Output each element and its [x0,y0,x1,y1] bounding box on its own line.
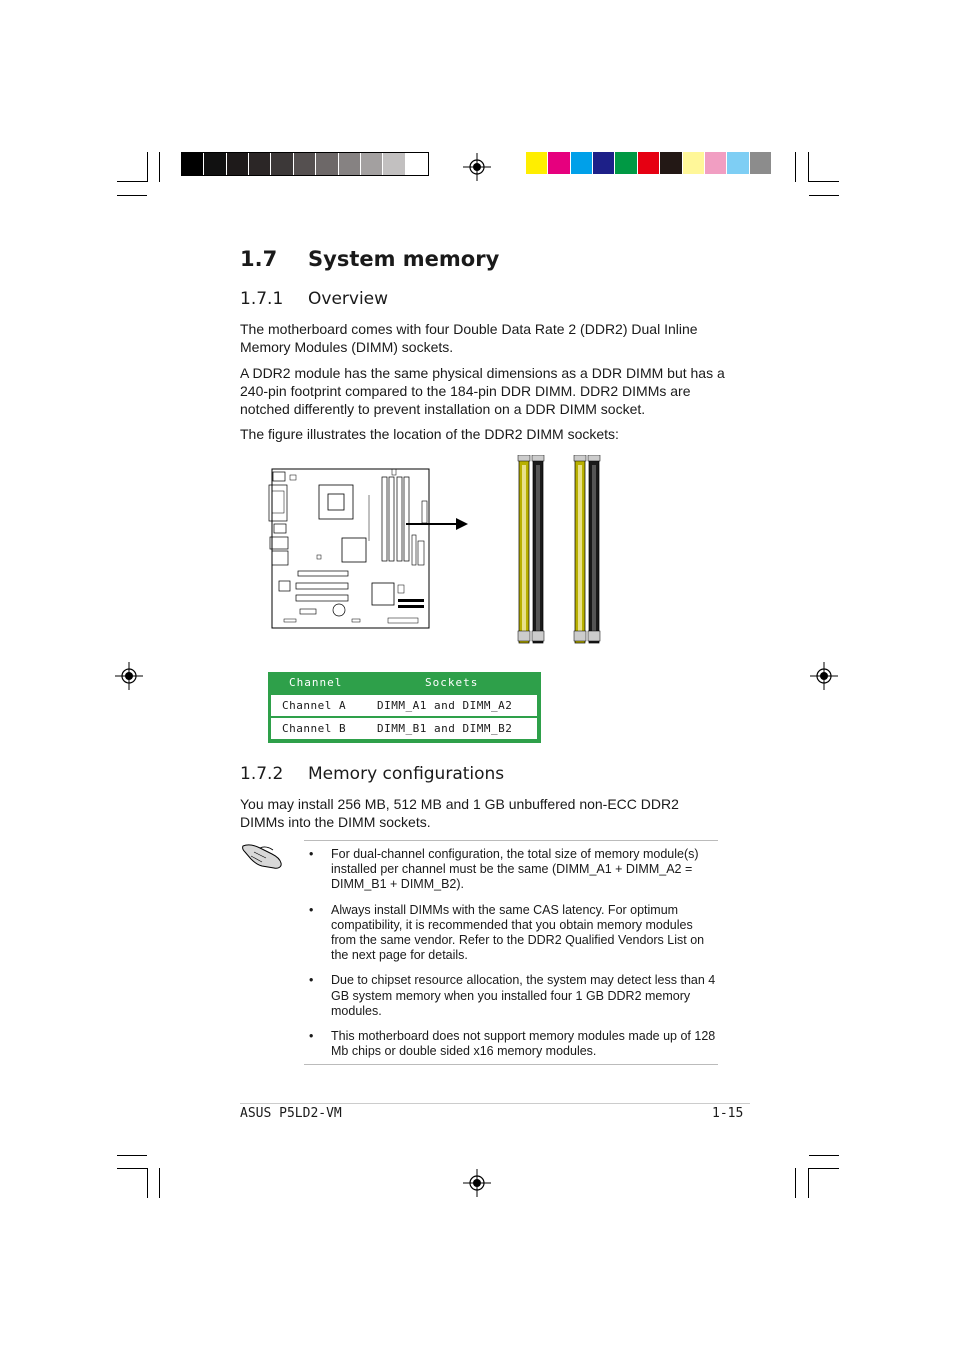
color-swatch [548,152,570,174]
gray-swatch [271,153,293,175]
color-swatch [727,152,749,174]
gray-swatch [406,153,428,175]
row-channel: Channel B [282,722,347,735]
overview-paragraph-1: The motherboard comes with four Double Data Rate 2 (DDR2) Dual Inline Memory Modules (DIMM) sockets. [240,321,698,355]
overview-title: Overview [308,289,389,309]
color-swatch [638,152,660,174]
color-swatch [660,152,682,174]
bullet: • [309,1029,314,1044]
note-text: For dual-channel configuration, the total size of memory module(s) installed per channel must be the same (DIMM_A1 + DIMM_A2 = DIMM_B1 + DIMM_B2). [331,847,699,892]
note-text: This motherboard does not support memory modules made up of 128 Mb chips or double sided x16 memory modules. [331,1029,716,1059]
table-header [268,672,541,692]
color-swatch [750,152,772,174]
note-text: Due to chipset resource allocation, the system may detect less than 4 GB system memory when you installed four 1 GB DDR2 memory modules. [331,973,716,1018]
registration-mark-icon [463,1169,491,1197]
list-item [304,903,716,964]
motherboard-layout-diagram [266,465,436,631]
color-swatch [593,152,615,174]
color-swatch [705,152,727,174]
arrow-right-icon [406,517,468,531]
bullet: • [309,847,314,861]
list-item [304,973,716,1019]
note-text: Always install DIMMs with the same CAS latency. For optimum compatibility, it is recommended that you obtain memory modules from the same vendor. Refer to the DDR2 Qualified Vendors List on the next page for details. [331,902,705,963]
registration-mark-icon [115,662,143,690]
section-number: 1.7 [240,247,278,271]
config-number: 1.7.2 [240,764,284,784]
color-swatch [683,152,705,174]
gray-swatch [339,153,361,175]
row-channel: Channel A [282,699,347,712]
color-swatch [615,152,637,174]
header-sockets: Sockets [425,676,479,689]
gray-swatch [182,153,204,175]
notes-list [304,847,718,1069]
registration-mark-icon [810,662,838,690]
list-item [304,847,716,893]
table-row [271,695,537,716]
section-title: System memory [308,247,500,271]
overview-number: 1.7.1 [240,289,284,309]
overview-heading [240,289,388,309]
gray-swatch [361,153,383,175]
gray-swatch [249,153,271,175]
bullet: • [309,902,314,917]
dimm-socket-b1 [575,457,585,643]
gray-swatch [204,153,226,175]
color-swatch [526,152,548,174]
table-row [271,718,537,739]
gray-swatch [227,153,249,175]
color-swatch [571,152,593,174]
gray-swatch [294,153,316,175]
notes-box [304,840,718,1065]
list-item [304,1029,716,1059]
footer-page-number: 1-15 [712,1106,744,1121]
dimm-sockets-illustration [514,455,604,645]
dimm-socket-a1 [519,457,529,643]
footer-divider [240,1103,750,1104]
footer-product: ASUS P5LD2-VM [240,1106,342,1121]
header-channel: Channel [289,676,343,689]
note-hand-icon [240,840,284,872]
channel-table [268,672,541,743]
dimm-socket-b2 [589,457,599,643]
registration-mark-icon [463,153,491,181]
row-sockets: DIMM_B1 and DIMM_B2 [377,722,513,735]
overview-paragraph-2: A DDR2 module has the same physical dimensions as a DDR DIMM but has a 240-pin footprint compared to the 184-pin DDR DIMM. DDR2 DIMMs are notched differently to prevent installation on a DDR DIMM socket. [240,365,725,417]
color-calibration-bar [526,152,772,174]
gray-calibration-bar [181,152,429,176]
config-title: Memory configurations [308,764,505,784]
config-heading [240,764,504,784]
bullet: • [309,973,314,988]
overview-paragraph-3: The figure illustrates the location of the DDR2 DIMM sockets: [240,426,619,442]
dimm-socket-a2 [533,457,543,643]
gray-swatch [383,153,405,175]
section-heading [240,247,499,271]
gray-swatch [316,153,338,175]
config-paragraph: You may install 256 MB, 512 MB and 1 GB unbuffered non-ECC DDR2 DIMMs into the DIMM sockets. [240,796,679,830]
row-sockets: DIMM_A1 and DIMM_A2 [377,699,513,712]
